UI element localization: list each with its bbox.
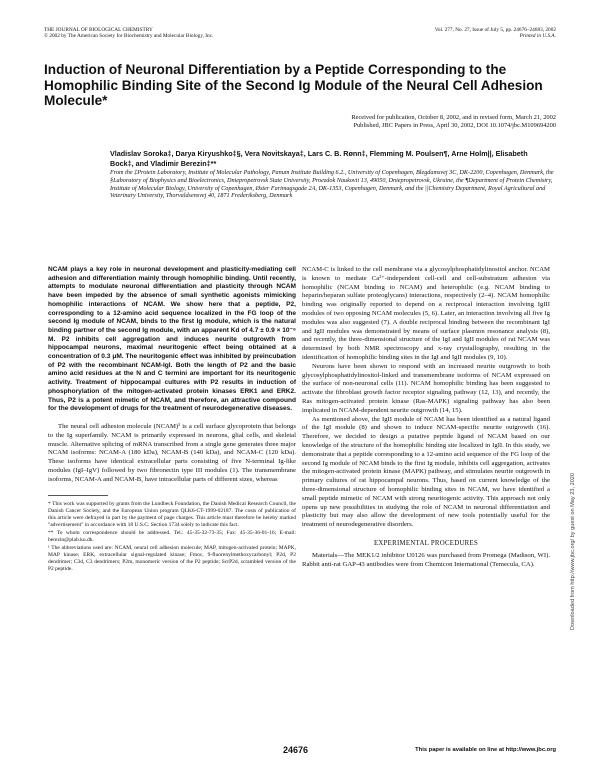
footnote-divider	[48, 495, 108, 496]
body-paragraph: NCAM-C is linked to the cell membrane via a glycosylphosphatidylinositol anchor. NCAM is known to mediate Ca²⁺-independent cell-cell and cell-substratum adhesion via homophilic (NCAM binding to NCAM) and heterophilic (e.g. NCAM binding to heparin/heparan sulfate proteoglycans) interactions, respectively (2–4). NCAM homophilic binding was originally reported to depend on a reciprocal interaction involving IgIII modules of two opposing NCAM molecules (5, 6). Later, an interaction involving all five Ig modules was also suggested (7). A double reciprocal binding between the recombinant IgI and IgII modules was demonstrated by means of surface plasmon resonance analysis (8), and recently, the three-dimensional structure of the IgI and IgII modules of rat NCAM was determined by both NMR spectroscopy and x-ray crystallography, resulting in the identification of homophilic binding sites in the IgI and IgII modules (9, 10).	[302, 266, 550, 361]
right-column	[302, 266, 550, 569]
online-availability: This paper is available on line at http://www.jbc.org	[415, 747, 556, 753]
download-link-text[interactable]: Downloaded from http://www.jbc.org/ by guest on May 23, 2020	[570, 472, 576, 630]
section-heading: EXPERIMENTAL PROCEDURES	[373, 539, 479, 547]
received-line: Received for publication, October 8, 2002, and in revised form, March 21, 2002	[351, 114, 556, 121]
volume-line: Vol. 277, No. 27, Issue of July 5, pp. 24676–24683, 2002	[434, 27, 556, 33]
journal-header	[44, 27, 213, 40]
intro-paragraph: The neural cell adhesion molecule (NCAM)¹ is a cell surface glycoprotein that belongs to the Ig superfamily. NCAM is primarily expressed in neurons, glial cells, and skeletal muscle. Alternative splicing of mRNA transcribed from a single gene generates three major NCAM isoforms: NCAM-A (180 kDa), NCAM-B (140 kDa), and NCAM-C (120 kDa). These isoforms have identical extracellular parts consisting of five N-terminal Ig-like modules (IgI–IgV) followed by two fibronectin type III modules (1). The transmembrane isoforms, NCAM-A and NCAM-B, have intracellular parts of different sizes, whereas	[48, 422, 296, 483]
footnote-abbreviations: ¹ The abbreviations used are: NCAM, neural cell adhesion molecule; MAP, mitogen-activated protein; MAPK, MAP kinase; ERK, extracellular signal-regulated kinase; Fmoc, 9-fluorenylmethoxycarbonyl; P2d, P2 dendrimer; C3d, C3 dendrimers; P2m, monomeric version of the P2 peptide; ScrP2d, scrambled version of the P2 peptide.	[48, 544, 296, 572]
body-paragraph: As mentioned above, the IgII module of NCAM has been identified as a natural ligand of the IgI module (8) and shown to induce NCAM-specific neurite outgrowth (16). Therefore, we decided to design a putative peptide ligand of NCAM based on our knowledge of the structure of the homophilic binding site localized in IgII. In this study, we demonstrate that a peptide corresponding to a 12-amino acid sequence of the FG loop of the second Ig module of NCAM binds to the first Ig module, inhibits cell aggregation, activates the mitogen-activated protein kinase (MAPK) pathway, and stimulates neurite outgrowth in primary cultures of rat hippocampal neurons. Thus, based on current knowledge of the three-dimensional structure of homophilic binding sites in NCAM, we have identified a small peptide mimetic of NCAM with strong neuritogenic activity. This approach not only opens up new possibilities in studying the role of NCAM in neuronal differentiation and plasticity but may also allow the development of new tools potentially useful for the treatment of neurodegenerative disorders.	[302, 415, 550, 529]
footnote-correspondence: ** To whom correspondence should be addressed. Tel.: 45-35-32-73-35; Fax: 45-35-36-01-16; E-mail: berezin@plab.ku.dk.	[48, 529, 296, 543]
published-line: Published, JBC Papers in Press, April 30, 2002, DOI 10.1074/jbc.M109694200	[353, 122, 556, 130]
footnote-funding: * This work was supported by grants from the Lundbeck Foundation, the Danish Medical Research Council, the Danish Cancer Society, and the European Union program QLK6-CT-1999-02187. The costs of publication of this article were defrayed in part by the payment of page charges. This article must therefore be hereby marked "advertisement" in accordance with 18 U.S.C. Section 1734 solely to indicate this fact.	[48, 500, 296, 528]
materials-paragraph: Materials—The MEK1/2 inhibitor U0126 was purchased from Promega (Madison, WI). Rabbit anti-rat GAP-43 antibodies were from Chemicon International (Temecula, CA).	[302, 551, 550, 568]
issue-header	[435, 27, 556, 40]
publication-history	[136, 114, 556, 130]
journal-name: THE JOURNAL OF BIOLOGICAL CHEMISTRY	[44, 27, 153, 33]
body-paragraph: Neurons have been shown to respond with an increased neurite outgrowth to both glycosylphosphatidylinositol-linked and transmembrane isoforms of NCAM expressed on the surface of non-neuronal cells (11). NCAM homophilic binding has been suggested to activate the fibroblast growth factor receptor signaling pathway (12, 13), and recently, the Ras mitogen-activated protein kinase (Ras-MAPK) signaling pathway has also been implicated in NCAM-dependent neurite outgrowth (14, 15).	[302, 362, 550, 414]
affiliations: From the ‡Protein Laboratory, Institute of Molecular Pathology, Panum Institute Building 6.2., University of Copenhagen, Blegdamsvej 3C, DK-2200, Copenhagen, Denmark, the §Laboratory of Biophysics and Bioelectronics, Dniepropetrovsk State University, Proezdok Naukovii 13, 49050, Dniepropetrovsk, Ukraine, the ¶Department of Protein Chemistry, Institute of Molecular Biology, University of Copenhagen, Øster Farimagsgade 2A, DK-1353, Copenhagen, Denmark, and the ||Chemistry Department, Royal Agricultural and Veterinary University, Thorvaldsensvej 40, 1871 Frederiksberg, Denmark	[110, 169, 554, 200]
article-title: Induction of Neuronal Differentiation by a Peptide Corresponding to the Homophilic Binding Site of the Second Ig Module of the Neural Cell Adhesion Molecule*	[44, 62, 543, 109]
author-list: Vladislav Soroka‡, Darya Kiryushko‡§, Vera Novitskaya‡, Lars C. B. Rønn‡, Flemming M. Poulsen¶, Arne Holm||, Elisabeth Bock‡, and Vladimir Berezin‡**	[110, 149, 528, 168]
left-column	[48, 266, 296, 574]
page-number: 24676	[283, 745, 309, 755]
abstract: NCAM plays a key role in neuronal development and plasticity-mediating cell adhesion and differentiation mainly through homophilic binding. Until recently, attempts to modulate neuronal differentiation and plasticity through NCAM have been impeded by the absence of small synthetic agonists mimicking homophilic interactions of NCAM. We show here that a peptide, P2, corresponding to a 12-amino acid sequence localized in the FG loop of the second Ig module of NCAM, binds to the first Ig module, which is the natural binding partner of the second Ig module, with an apparent Kd of 4.7 ± 0.9 × 10⁻⁶ M. P2 inhibits cell aggregation and induces neurite outgrowth from hippocampal neurons, maximal neuritogenic effect being obtained at a concentration of 0.3 μM. The neuritogenic effect was inhibited by preincubation of P2 with the recombinant NCAM-IgI. Both the length of P2 and the basic amino acid residues at the N and C termini are important for its neuritogenic activity. Treatment of hippocampal cultures with P2 results in induction of phosphorylation of the mitogen-activated protein kinases ERK1 and ERK2. Thus, P2 is a potent mimetic of NCAM, and therefore, an attractive compound for the development of drugs for the treatment of neurodegenerative diseases.	[48, 266, 296, 413]
printed-line: Printed in U.S.A.	[519, 33, 556, 40]
copyright-line: © 2002 by The American Society for Biochemistry and Molecular Biology, Inc.	[44, 33, 214, 40]
